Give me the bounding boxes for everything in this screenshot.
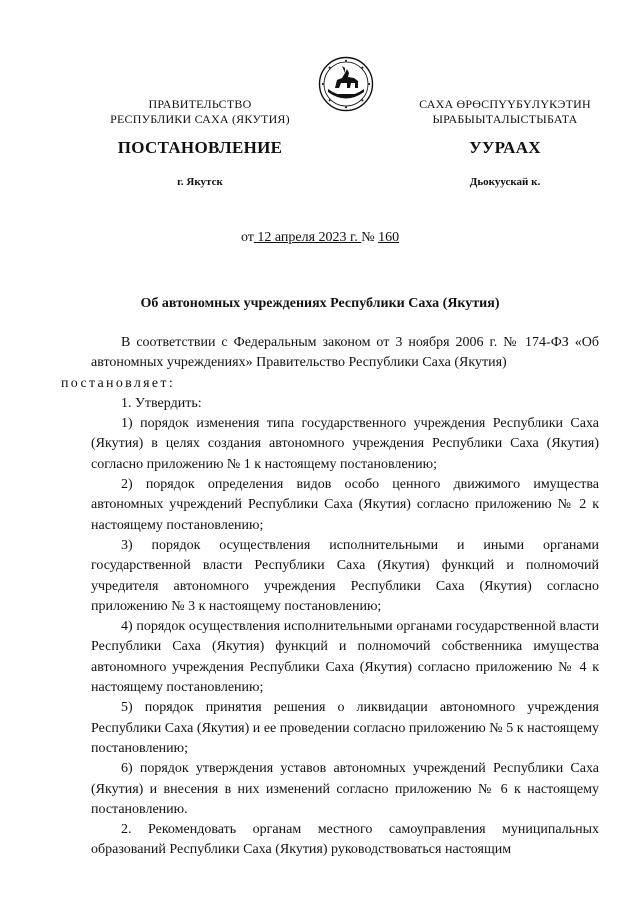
city-sakha: Дьокуускай к. [469,176,541,188]
decree-word: постановляет: [61,375,176,391]
government-line1: ПРАВИТЕЛЬСТВО [148,97,252,111]
subitem-5: 5) порядок принятия решения о ликвидации автономного учреждения Республики Саха (Якутия) и ее проведении согласно приложению № 5 к настоящему постановлению; [91,700,599,756]
intro-text: В соответствии с Федеральным законом от 3 ноября 2006 г. № 174-ФЗ «Об автономных учреждениях» Правительство Республики Саха (Якутия) [91,335,599,371]
intro-paragraph [61,333,599,394]
government-line2: РЕСПУБЛИКИ САХА (ЯКУТИЯ) [110,112,290,126]
government-line2-sakha: ЫРАБЫЫТАЛЫСТЫБАТА [432,112,578,126]
subitem-1: 1) порядок изменения типа государственного учреждения Республики Саха (Якутия) в целях создания автономного учреждения Республики Саха (Якутия) согласно приложению № 1 к настоящему постановлению; [91,416,599,472]
item-2: 2. Рекомендовать органам местного самоуправления муниципальных образований Республики Саха (Якутия) руководствоваться настоящим [91,822,599,858]
government-line1-sakha: САХА ӨРӨСПҮҮБҮЛҮКЭТИН [419,97,591,111]
document-date: 12 апреля 2023 г. [253,230,362,245]
item-1: 1. Утвердить: [121,395,202,411]
subitem-6: 6) порядок утверждения уставов автономных учреждений Республики Саха (Якутия) и внесения в них изменений согласно приложению № 6 к настоящему постановлению. [91,761,599,817]
subitem-3: 3) порядок осуществления исполнительными и иными органами государственной власти Республики Саха (Якутия) функций и полномочий учредителя автономного учреждения Республики Саха (Якутия) согласно приложению № 3 к настоящему постановлению; [91,537,599,614]
date-number-line [0,230,640,246]
city-ru: г. Якутск [177,176,223,188]
government-name-sakha [380,97,630,127]
emblem-icon [318,56,374,112]
doc-type-sakha: УУРААХ [469,138,541,157]
subitem-2: 2) порядок определения видов особо ценного движимого имущества автономных учреждений Республики Саха (Якутия) согласно приложению № 2 к настоящему постановлению; [91,477,599,533]
date-prefix: от [240,230,254,245]
government-name-ru [80,97,320,127]
number-sign: № [361,230,379,245]
doc-type-ru: ПОСТАНОВЛЕНИЕ [117,138,283,157]
document-body [61,333,599,861]
document-number: 160 [378,230,400,245]
document-title: Об автономных учреждениях Республики Саха (Якутия) [140,296,500,311]
subitem-4: 4) порядок осуществления исполнительными органами государственной власти Республики Саха (Якутия) функций и полномочий собственника имущества автономного учреждения Республики Саха (Якутия) согласно приложению № 4 к настоящему постановлению; [91,619,599,696]
